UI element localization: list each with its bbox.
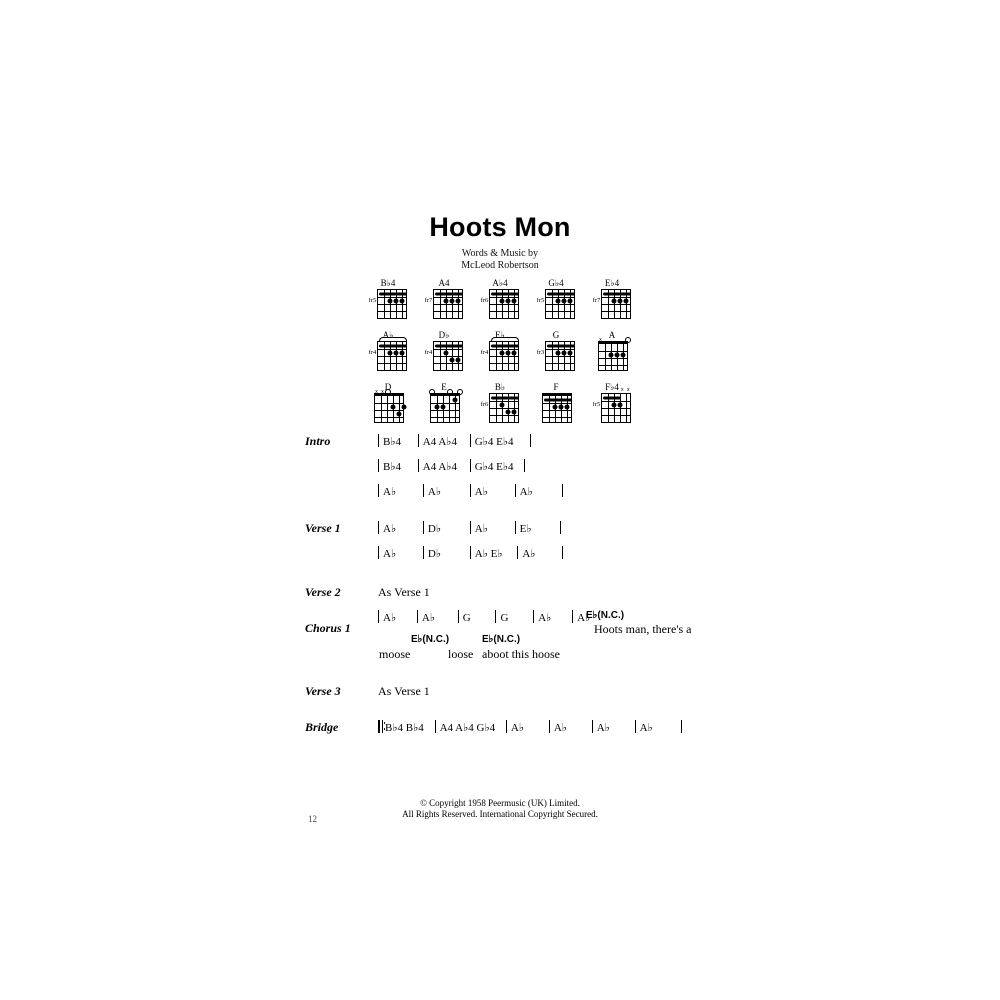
fret-marker: fr4 [424, 349, 433, 356]
fret-marker: fr6 [480, 297, 489, 304]
fretboard [545, 341, 575, 371]
chord-diagram [360, 330, 416, 376]
fretboard [542, 393, 572, 423]
chord-symbol: A4 A♭4 G♭4 [439, 722, 496, 734]
section-label-bridge: Bridge [305, 720, 339, 734]
barline [378, 434, 379, 447]
fretboard: x x [374, 393, 404, 423]
chord-symbol: A♭ [577, 612, 591, 624]
fret-marker: fr5 [592, 401, 601, 408]
barline [458, 610, 459, 623]
lyric-word: moose [379, 647, 411, 661]
chorus1-inline-chord: E♭(N.C.) [586, 610, 625, 621]
fretboard [377, 289, 407, 319]
fretboard: x x [601, 393, 631, 423]
chord-diagram [584, 382, 640, 428]
chord-symbol: A4 A♭4 [422, 436, 458, 448]
chord-symbol: A♭ [383, 548, 397, 560]
chord-label: F [553, 382, 559, 392]
fret-marker: fr3 [536, 349, 545, 356]
barline [572, 610, 573, 623]
intro-line-2 [378, 459, 529, 473]
chord-diagram [584, 330, 640, 376]
barline [378, 484, 379, 497]
chord-label: A4 [438, 278, 450, 288]
fretboard [489, 289, 519, 319]
chord-symbol: A♭ E♭ [474, 548, 503, 560]
barline [418, 459, 419, 472]
chord-symbol: B♭4 [383, 461, 402, 473]
fretboard [433, 289, 463, 319]
intro-line-3 [378, 484, 567, 498]
fret-marker: fr4 [368, 349, 377, 356]
chord-diagram [472, 382, 528, 428]
barline [549, 720, 550, 733]
chord-symbol: A♭ [596, 722, 610, 734]
section-label-verse-3: Verse 3 [305, 684, 341, 698]
barline [515, 484, 516, 497]
fretboard [489, 341, 519, 371]
barline [417, 610, 418, 623]
chord-label: E♭4 [604, 278, 620, 288]
barline [418, 434, 419, 447]
chord-symbol: G♭4 E♭4 [474, 436, 514, 448]
chord-label: A [608, 330, 616, 340]
barline [378, 459, 379, 472]
fretboard [433, 341, 463, 371]
page-number: 12 [308, 814, 317, 824]
chord-symbol: B♭4 B♭4 [385, 722, 424, 734]
barline [524, 459, 525, 472]
credits-block [0, 248, 1000, 272]
chord-symbol: A4 A♭4 [422, 461, 458, 473]
chord-symbol: A♭ [427, 486, 442, 498]
chord-symbol: E♭ [519, 523, 532, 535]
fretboard [377, 341, 407, 371]
repeat-start-sign [378, 720, 385, 733]
chord-symbol: A♭ [553, 722, 567, 734]
barline [495, 610, 496, 623]
barline [470, 434, 471, 447]
chorus1-lyric-chord: E♭(N.C.) [482, 634, 521, 645]
lyric-line: Hoots man, there's a [594, 622, 692, 636]
chorus1-lyric-chord: E♭(N.C.) [411, 634, 450, 645]
barline [423, 484, 424, 497]
chord-diagram-grid [360, 278, 640, 434]
chord-diagram [416, 330, 472, 376]
chord-symbol: A♭ [474, 523, 488, 535]
chord-label: A♭ [382, 330, 394, 340]
barline [378, 521, 379, 534]
copyright-block [0, 798, 1000, 820]
chord-label: D♭ [438, 330, 450, 340]
fretboard [601, 289, 631, 319]
fretboard [489, 393, 519, 423]
chord-symbol: A♭ [383, 612, 397, 624]
chord-diagram [472, 330, 528, 376]
fretboard: x [598, 341, 628, 371]
chord-symbol: A♭ [383, 523, 397, 535]
chord-symbol: A♭ [421, 612, 436, 624]
chord-symbol: A♭ [639, 722, 653, 734]
lyric-word: loose [448, 647, 474, 661]
chord-symbol: G♭4 E♭4 [474, 461, 514, 473]
barline [435, 720, 436, 733]
chord-diagram [472, 278, 528, 324]
chord-label: D [384, 382, 392, 392]
page-title: Hoots Mon [429, 212, 571, 242]
chord-symbol: D♭ [427, 523, 442, 535]
fret-marker: fr7 [592, 297, 601, 304]
section-label-verse-2: Verse 2 [305, 585, 341, 599]
copyright-line-2: All Rights Reserved. International Copyright Secured. [402, 809, 598, 819]
chord-symbol: A♭ [383, 486, 397, 498]
barline [506, 720, 507, 733]
chorus1-chord-line [378, 610, 590, 624]
barline [560, 521, 561, 534]
chord-diagram [528, 278, 584, 324]
section-label-intro: Intro [305, 434, 331, 448]
chord-label: B♭4 [380, 278, 396, 288]
verse1-line-2 [378, 546, 567, 560]
chord-diagram [360, 382, 416, 428]
section-label-chorus-1: Chorus 1 [305, 621, 351, 635]
chord-symbol: A♭ [538, 612, 552, 624]
chord-diagram [416, 382, 472, 428]
credit-words-music: Words & Music by [461, 248, 539, 259]
fret-marker: fr5 [368, 297, 377, 304]
chord-symbol: A♭ [519, 486, 533, 498]
chord-diagram [360, 278, 416, 324]
chord-row [360, 382, 640, 428]
chord-symbol: A♭ [474, 486, 488, 498]
fretboard [430, 393, 460, 423]
chord-label: A♭4 [492, 278, 508, 288]
fretboard [545, 289, 575, 319]
barline [515, 521, 516, 534]
barline [470, 546, 471, 559]
barline [470, 459, 471, 472]
verse1-line-1 [378, 521, 565, 535]
barline [562, 546, 563, 559]
copyright-line-1: © Copyright 1958 Peermusic (UK) Limited. [420, 798, 580, 808]
chord-diagram [528, 382, 584, 428]
fret-marker: fr4 [480, 349, 489, 356]
barline [533, 610, 534, 623]
bridge-line [378, 720, 686, 734]
barline [378, 546, 379, 559]
chord-symbol: D♭ [427, 548, 442, 560]
barline [530, 434, 531, 447]
credit-author: McLeod Robertson [461, 260, 539, 271]
fret-marker: fr7 [424, 297, 433, 304]
chord-label: G♭4 [548, 278, 564, 288]
barline [562, 484, 563, 497]
verse2-reference: As Verse 1 [378, 585, 430, 599]
chord-diagram [416, 278, 472, 324]
barline [592, 720, 593, 733]
intro-line-1 [378, 434, 535, 448]
chord-row [360, 330, 640, 376]
chord-row [360, 278, 640, 324]
barline [378, 610, 379, 623]
verse3-reference: As Verse 1 [378, 684, 430, 698]
chord-symbol: G [462, 612, 471, 624]
barline [423, 546, 424, 559]
barline [517, 546, 518, 559]
barline [635, 720, 636, 733]
lyric-word: aboot this hoose [482, 647, 560, 661]
chord-label: E [441, 382, 447, 392]
section-label-verse-1: Verse 1 [305, 521, 341, 535]
barline [470, 484, 471, 497]
chord-label: G [552, 330, 560, 340]
barline [470, 521, 471, 534]
chord-label: E♭ [495, 330, 505, 340]
fret-marker: fr5 [536, 297, 545, 304]
chord-diagram [528, 330, 584, 376]
chord-symbol: A♭ [522, 548, 536, 560]
chord-symbol: B♭4 [383, 436, 402, 448]
chord-symbol: A♭ [510, 722, 525, 734]
fret-marker: fr6 [480, 401, 489, 408]
chord-label: B♭ [494, 382, 506, 392]
chord-symbol: G [500, 612, 509, 624]
barline [423, 521, 424, 534]
chord-label: F♭4 [605, 382, 619, 392]
chord-diagram [584, 278, 640, 324]
barline [681, 720, 682, 733]
